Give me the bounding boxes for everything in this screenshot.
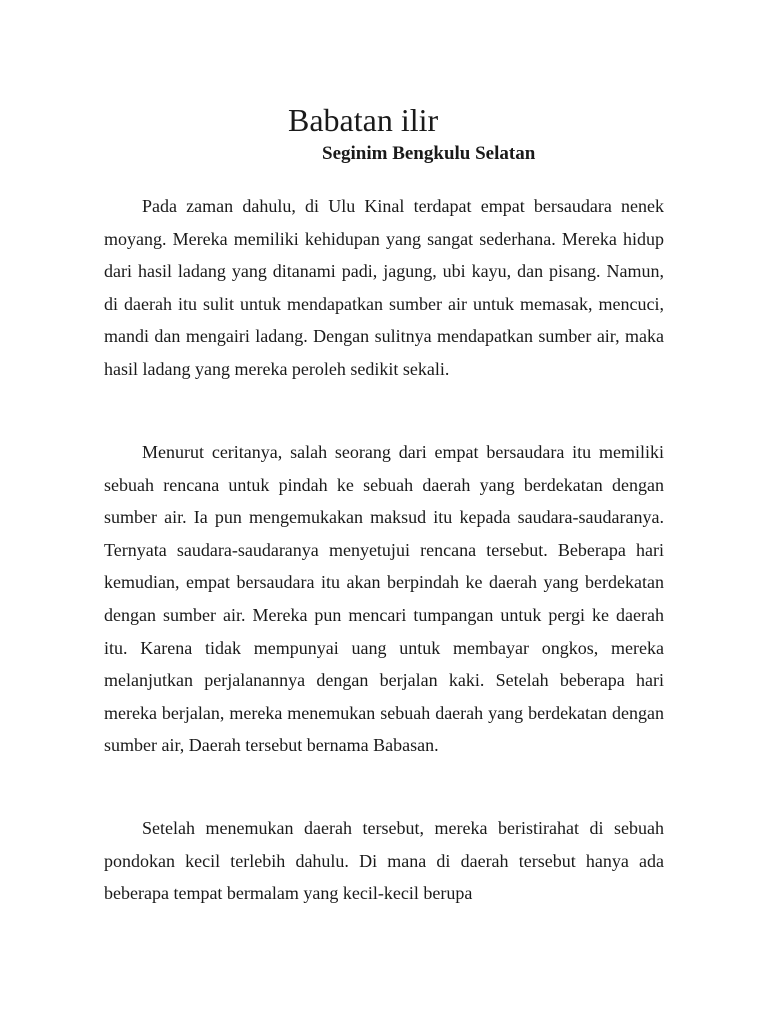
paragraph-2 [104,436,664,762]
paragraph-3 [104,812,664,910]
paragraph-text: Setelah menemukan daerah tersebut, mereka beristirahat di sebuah pondokan kecil terlebih dahulu. Di mana di daerah tersebut hanya ada beberapa tempat bermalam yang kecil-kecil berupa [104,818,664,904]
paragraph-text: Pada zaman dahulu, di Ulu Kinal terdapat empat bersaudara nenek moyang. Mereka memiliki kehidupan yang sangat sederhana. Mereka hidup dari hasil ladang yang ditanami padi, jagung, ubi kayu, dan pisang. Namun, di daerah itu sulit untuk mendapatkan sumber air untuk memasak, mencuci, mandi dan mengairi ladang. Dengan sulitnya mendapatkan sumber air, maka hasil ladang yang mereka peroleh sedikit sekali. [104,196,664,379]
paragraph-text: Menurut ceritanya, salah seorang dari empat bersaudara itu memiliki sebuah rencana untuk pindah ke sebuah daerah yang berdekatan dengan sumber air. Ia pun mengemukakan maksud itu kepada saudara-saudaranya. Ternyata saudara-saudaranya menyetujui rencana tersebut. Beberapa hari kemudian, empat bersaudara itu akan berpindah ke daerah yang berdekatan dengan sumber air. Mereka pun mencari tumpangan untuk pergi ke daerah itu. Karena tidak mempunyai uang untuk membayar ongkos, mereka melanjutkan perjalanannya dengan berjalan kaki. Setelah beberapa hari mereka berjalan, mereka menemukan sebuah daerah yang berdekatan dengan sumber air, Daerah tersebut bernama Babasan. [104,442,664,756]
paragraph-1 [104,190,664,386]
document-subtitle: Seginim Bengkulu Selatan [322,143,536,164]
document-title: Babatan ilir [288,102,439,138]
